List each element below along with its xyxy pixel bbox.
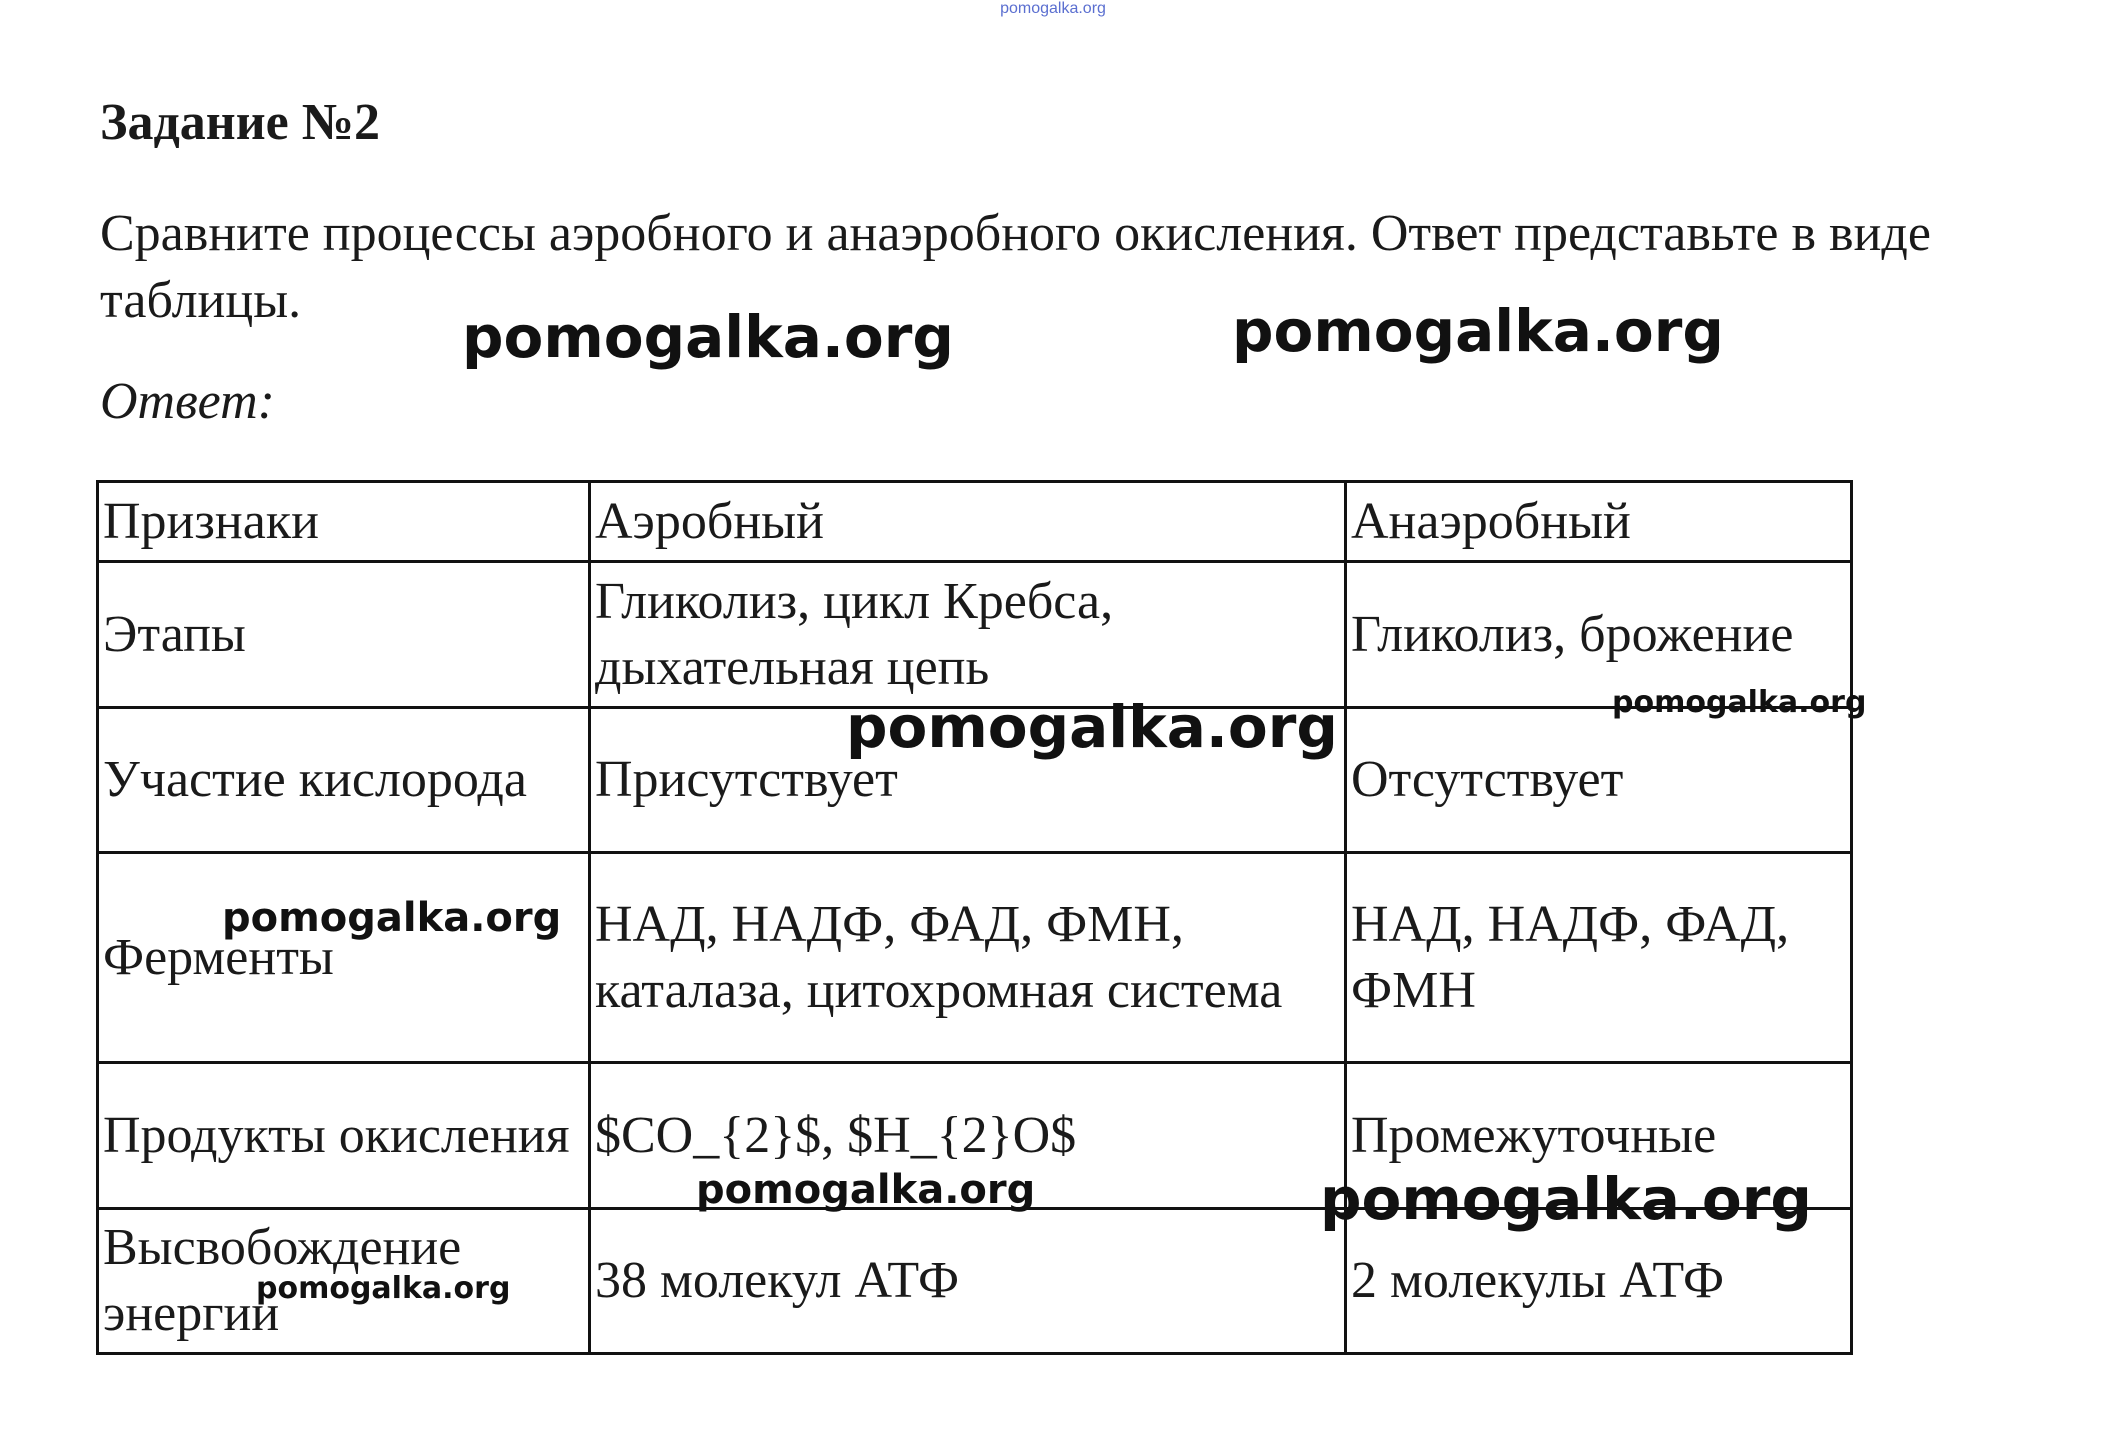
table-cell: Ферменты: [98, 853, 590, 1063]
table-cell: Отсутствует: [1346, 708, 1852, 853]
watermark: pomogalka.org: [222, 895, 562, 941]
table-cell: Присутствует: [590, 708, 1346, 853]
table-cell: Промежуточные: [1346, 1063, 1852, 1209]
table-cell: Продукты окисления: [98, 1063, 590, 1209]
header-cell-anaerobic: Анаэробный: [1346, 482, 1852, 562]
watermark: pomogalka.org: [1232, 297, 1724, 365]
watermark: pomogalka.org: [1320, 1165, 1812, 1233]
answer-label: Ответ:: [100, 373, 275, 430]
question-text: Сравните процессы аэробного и анаэробного окисления. Ответ представьте в виде таблицы.: [100, 205, 1931, 329]
watermark: pomogalka.org: [846, 693, 1338, 761]
watermark: pomogalka.org: [256, 1271, 511, 1306]
table-cell: $CO_{2}$, $H_{2}O$: [590, 1063, 1346, 1209]
watermark: pomogalka.org: [462, 303, 954, 371]
table-cell: НАД, НАДФ, ФАД, ФМН: [1346, 853, 1852, 1063]
table-row: [98, 562, 1852, 708]
table-cell: НАД, НАДФ, ФАД, ФМН, каталаза, цитохромная система: [590, 853, 1346, 1063]
watermark: pomogalka.org: [696, 1167, 1036, 1213]
table-cell: Гликолиз, брожение: [1346, 562, 1852, 708]
table-cell: Этапы: [98, 562, 590, 708]
table-header-row: [98, 482, 1852, 562]
table-cell: Участие кислорода: [98, 708, 590, 853]
top-watermark: pomogalka.org: [1000, 0, 1106, 17]
table-cell: Высвобождение энергии: [98, 1209, 590, 1354]
watermark: pomogalka.org: [1612, 685, 1867, 720]
table-row: [98, 853, 1852, 1063]
header-cell-features: Признаки: [98, 482, 590, 562]
table-cell: 2 молекулы АТФ: [1346, 1209, 1852, 1354]
table-cell: 38 молекул АТФ: [590, 1209, 1346, 1354]
table-cell: Гликолиз, цикл Кребса, дыхательная цепь: [590, 562, 1346, 708]
header-cell-aerobic: Аэробный: [590, 482, 1346, 562]
task-title: Задание №2: [100, 94, 381, 151]
